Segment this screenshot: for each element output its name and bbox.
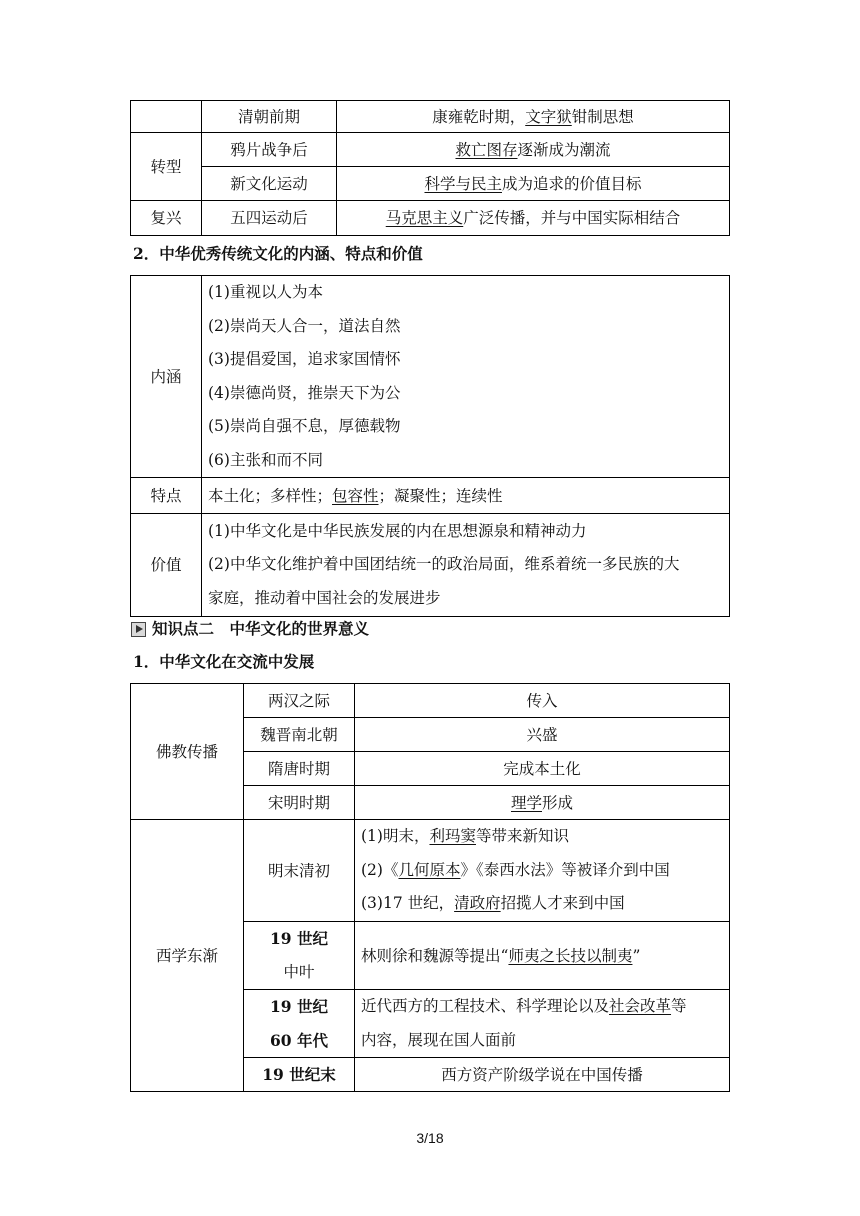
page-number: 3/18 [416, 1130, 444, 1146]
period-cell: 清朝前期 [202, 101, 337, 133]
content-cell: 马克思主义广泛传播，并与中国实际相结合 [337, 201, 730, 236]
list-item: 近代西方的工程技术、科学理论以及社会改革等 [361, 997, 687, 1015]
period-cell: 明末清初 [244, 820, 355, 922]
content-cell: 西方资产阶级学说在中国传播 [355, 1058, 730, 1092]
period-cell: 两汉之际 [244, 684, 355, 718]
list-item: (3)提倡爱国，追求家国情怀 [208, 350, 401, 368]
list-item: (5)崇尚自强不息，厚德载物 [208, 417, 401, 435]
content-cell: 科学与民主成为追求的价值目标 [337, 167, 730, 201]
table-traditional-culture [130, 275, 730, 617]
content-cell: 本土化；多样性；包容性；凝聚性；连续性 [202, 478, 730, 514]
list-item: (6)主张和而不同 [208, 450, 323, 469]
period-cell: 隋唐时期 [244, 752, 355, 786]
content-cell [355, 820, 730, 922]
list-item: (1)明末，利玛窦等带来新知识 [361, 827, 569, 846]
content-cell [202, 276, 730, 478]
period-cell [244, 990, 355, 1058]
content-cell: 林则徐和魏源等提出“师夷之长技以制夷” [355, 922, 730, 990]
stage-cell: 复兴 [131, 201, 202, 236]
stage-cell: 转型 [131, 133, 202, 201]
list-item: (3)17 世纪，清政府招揽人才来到中国 [361, 894, 625, 913]
list-item: (1)重视以人为本 [208, 283, 323, 301]
subheading: 1．中华文化在交流中发展 [133, 652, 315, 671]
table-cultural-exchange [130, 683, 730, 1092]
period-cell: 新文化运动 [202, 167, 337, 201]
section-heading [131, 619, 369, 639]
category-cell: 西学东渐 [131, 820, 244, 1092]
period-line: 19 世纪 [270, 997, 328, 1016]
content-cell: 兴盛 [355, 718, 730, 752]
row-label: 价值 [131, 514, 202, 617]
period-cell [244, 922, 355, 990]
row-label: 特点 [131, 478, 202, 514]
empty-cell [131, 101, 202, 133]
list-item: (2)崇尚天人合一，道法自然 [208, 316, 401, 335]
row-label: 内涵 [131, 276, 202, 478]
list-item: 内容，展现在国人面前 [361, 1030, 517, 1049]
content-cell [355, 990, 730, 1058]
content-cell: 救亡图存逐渐成为潮流 [337, 133, 730, 167]
list-item: 家庭，推动着中国社会的发展进步 [208, 588, 441, 607]
period-line: 中叶 [283, 962, 315, 981]
period-line: 60 年代 [270, 1030, 328, 1050]
period-cell: 魏晋南北朝 [244, 718, 355, 752]
content-cell: 康雍乾时期，文字狱钳制思想 [337, 101, 730, 133]
period-cell: 19 世纪末 [244, 1058, 355, 1092]
list-item: (1)中华文化是中华民族发展的内在思想源泉和精神动力 [208, 521, 587, 540]
content-cell: 理学形成 [355, 786, 730, 820]
section-title: 知识点二 中华文化的世界意义 [152, 619, 370, 638]
list-item: (4)崇德尚贤，推崇天下为公 [208, 383, 401, 402]
period-cell: 鸦片战争后 [202, 133, 337, 167]
period-cell: 宋明时期 [244, 786, 355, 820]
list-item: (2)中华文化维护着中国团结统一的政治局面，维系着统一多民族的大 [208, 555, 680, 574]
table-cultural-transformation [130, 100, 730, 236]
triangle-icon [131, 622, 146, 637]
period-cell: 五四运动后 [202, 201, 337, 236]
content-cell: 传入 [355, 684, 730, 718]
content-cell: 完成本土化 [355, 752, 730, 786]
category-cell: 佛教传播 [131, 684, 244, 820]
subheading: 2．中华优秀传统文化的内涵、特点和价值 [133, 244, 423, 263]
period-line: 19 世纪 [270, 929, 328, 948]
content-cell [202, 514, 730, 617]
list-item: (2)《几何原本》《泰西水法》等被译介到中国 [361, 860, 670, 879]
